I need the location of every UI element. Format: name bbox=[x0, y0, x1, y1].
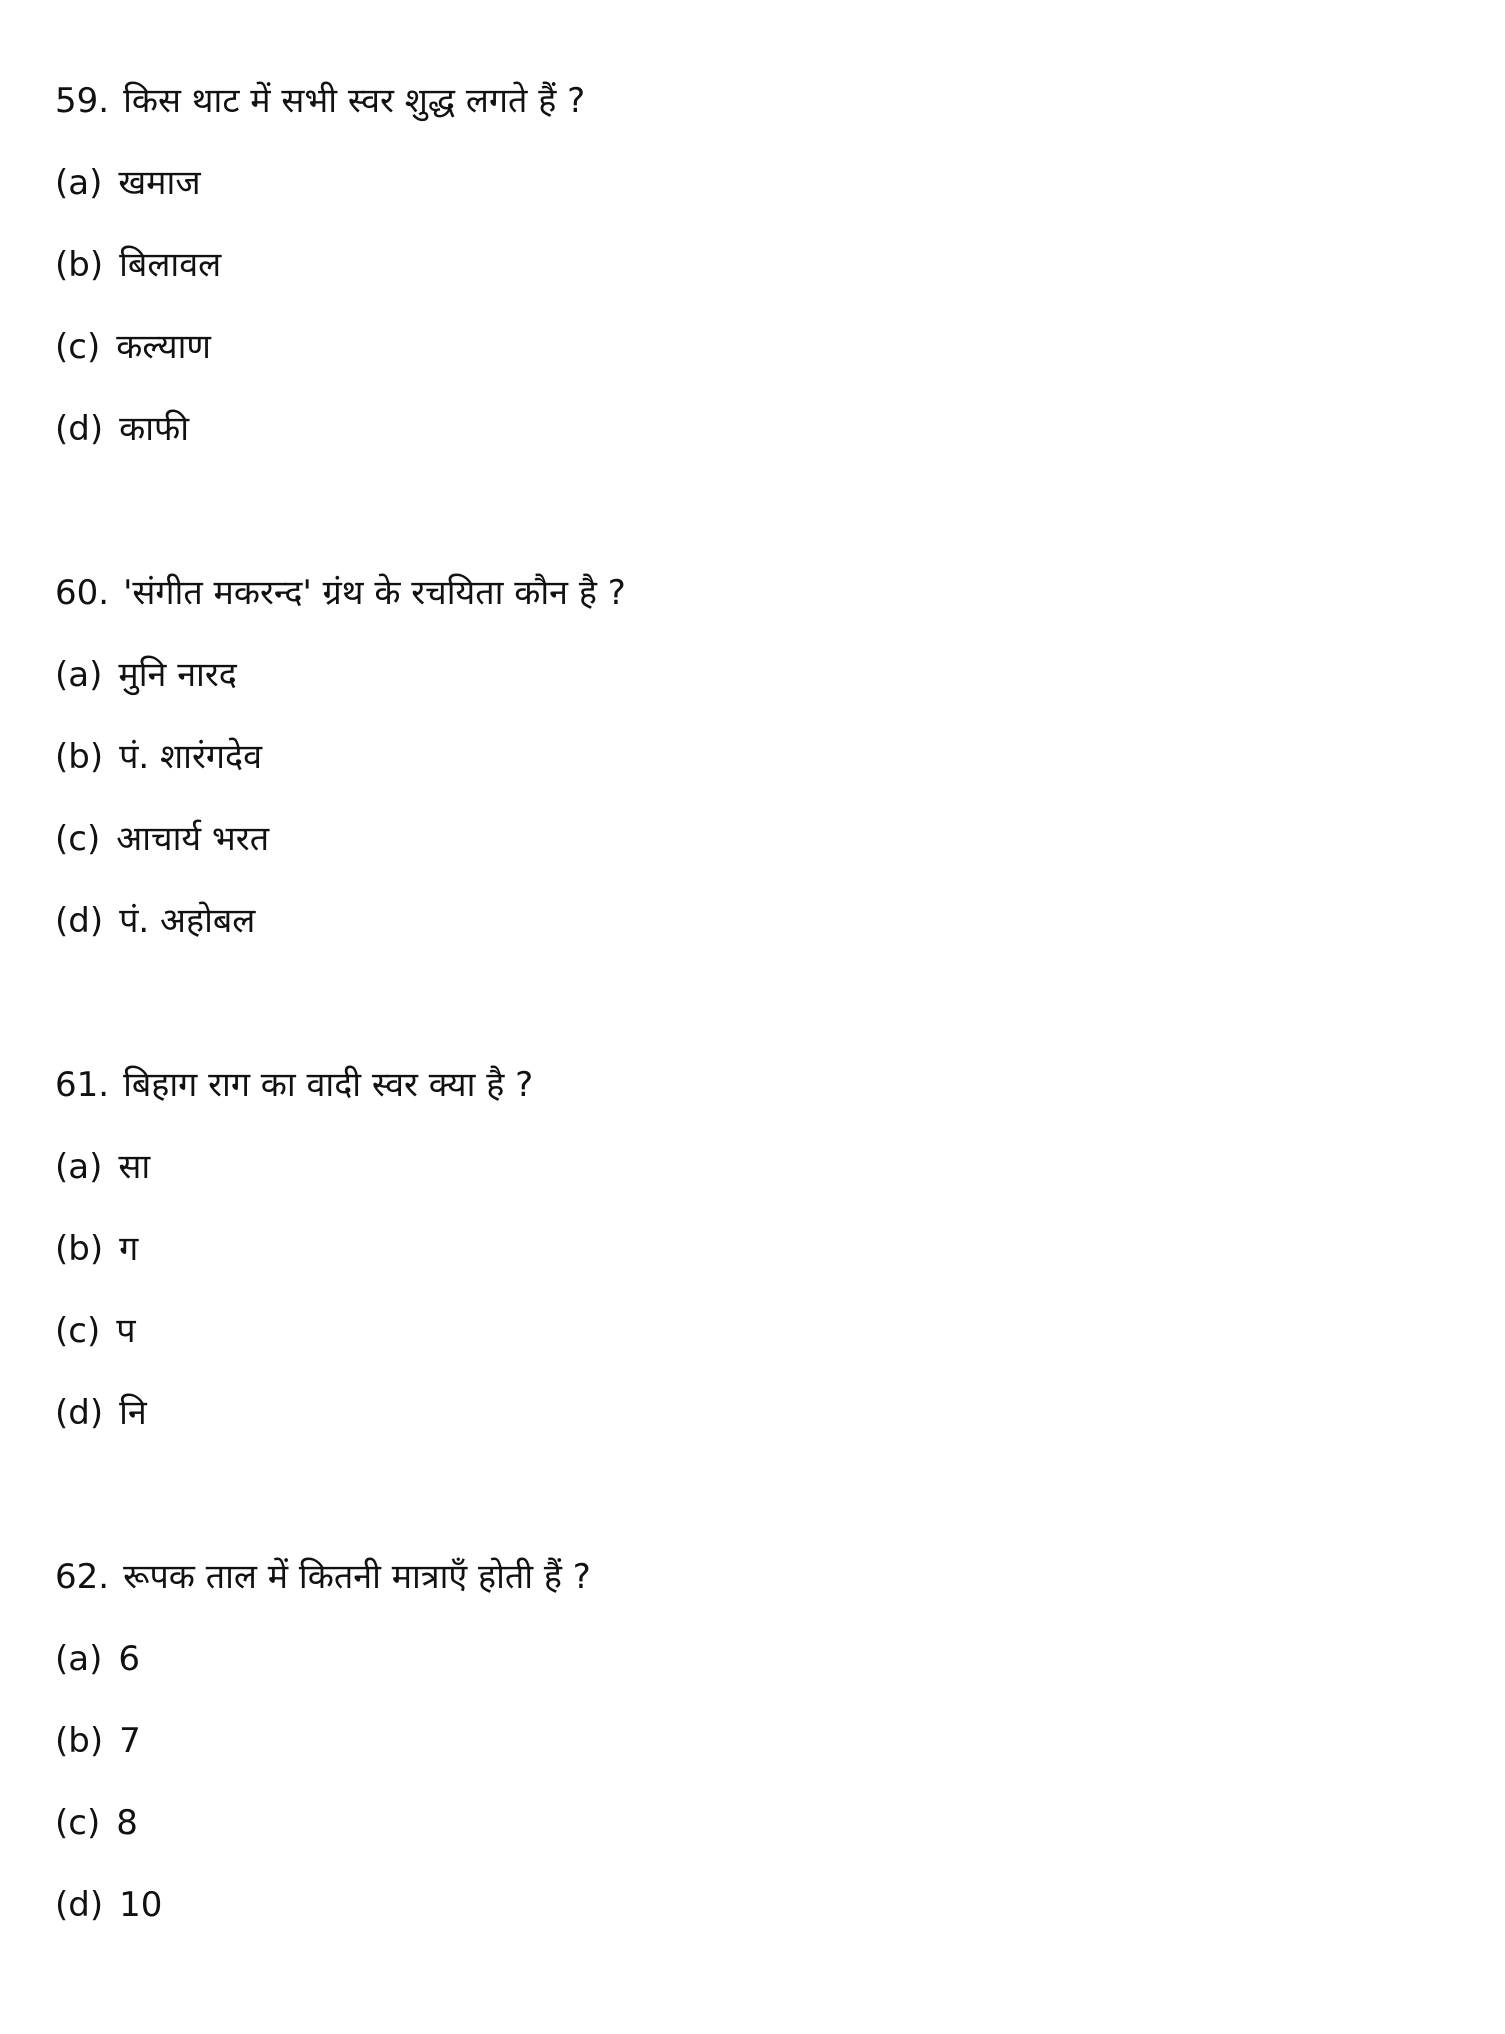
option-label: (a) bbox=[55, 1147, 103, 1187]
option-label: (d) bbox=[55, 1885, 104, 1925]
question-text: बिहाग राग का वादी स्वर क्या है ? bbox=[123, 1065, 534, 1105]
option-label: (b) bbox=[55, 737, 104, 777]
option-text: पं. शारंगदेव bbox=[119, 737, 262, 777]
option-text: खमाज bbox=[118, 163, 201, 203]
question-line bbox=[55, 60, 585, 142]
option-item bbox=[55, 634, 626, 716]
option-item bbox=[55, 798, 626, 880]
option-text: कल्याण bbox=[116, 327, 211, 367]
question-block bbox=[55, 1044, 533, 1454]
option-item bbox=[55, 224, 585, 306]
option-text: 7 bbox=[119, 1721, 141, 1761]
option-item bbox=[55, 142, 585, 224]
option-label: (b) bbox=[55, 1229, 104, 1269]
option-item bbox=[55, 716, 626, 798]
option-label: (d) bbox=[55, 1393, 104, 1433]
option-text: प bbox=[116, 1311, 136, 1351]
option-item bbox=[55, 1782, 591, 1864]
option-item bbox=[55, 880, 626, 962]
question-text: किस थाट में सभी स्वर शुद्ध लगते हैं ? bbox=[123, 81, 586, 121]
option-item bbox=[55, 1618, 591, 1700]
question-number: 61. bbox=[55, 1065, 110, 1105]
option-text: ग bbox=[119, 1229, 139, 1269]
option-item bbox=[55, 1864, 591, 1946]
question-block bbox=[55, 552, 626, 962]
question-line bbox=[55, 1536, 591, 1618]
option-text: मुनि नारद bbox=[118, 655, 237, 695]
option-label: (d) bbox=[55, 409, 104, 449]
option-text: बिलावल bbox=[119, 245, 222, 285]
option-text: सा bbox=[118, 1147, 151, 1187]
option-label: (c) bbox=[55, 1311, 101, 1351]
option-label: (a) bbox=[55, 163, 103, 203]
question-text: रूपक ताल में कितनी मात्राएँ होती हैं ? bbox=[123, 1557, 591, 1597]
option-label: (b) bbox=[55, 245, 104, 285]
option-text: नि bbox=[119, 1393, 147, 1433]
question-number: 60. bbox=[55, 573, 110, 613]
option-item bbox=[55, 388, 585, 470]
question-line bbox=[55, 1044, 533, 1126]
option-text: 10 bbox=[119, 1885, 163, 1925]
option-item bbox=[55, 1700, 591, 1782]
option-label: (c) bbox=[55, 1803, 101, 1843]
option-item bbox=[55, 1126, 533, 1208]
option-item bbox=[55, 1208, 533, 1290]
option-label: (d) bbox=[55, 901, 104, 941]
option-label: (a) bbox=[55, 655, 103, 695]
option-item bbox=[55, 1372, 533, 1454]
option-item bbox=[55, 1290, 533, 1372]
option-item bbox=[55, 306, 585, 388]
question-block bbox=[55, 1536, 591, 1946]
question-number: 62. bbox=[55, 1557, 110, 1597]
option-label: (b) bbox=[55, 1721, 104, 1761]
question-line bbox=[55, 552, 626, 634]
option-text: काफी bbox=[119, 409, 190, 449]
option-label: (c) bbox=[55, 819, 101, 859]
option-label: (a) bbox=[55, 1639, 103, 1679]
option-label: (c) bbox=[55, 327, 101, 367]
option-text: पं. अहोबल bbox=[119, 901, 256, 941]
option-text: 8 bbox=[116, 1803, 138, 1843]
question-number: 59. bbox=[55, 81, 110, 121]
option-text: 6 bbox=[118, 1639, 141, 1679]
question-text: 'संगीत मकरन्द' ग्रंथ के रचयिता कौन है ? bbox=[123, 573, 626, 613]
question-block bbox=[55, 60, 585, 470]
option-text: आचार्य भरत bbox=[116, 819, 270, 859]
